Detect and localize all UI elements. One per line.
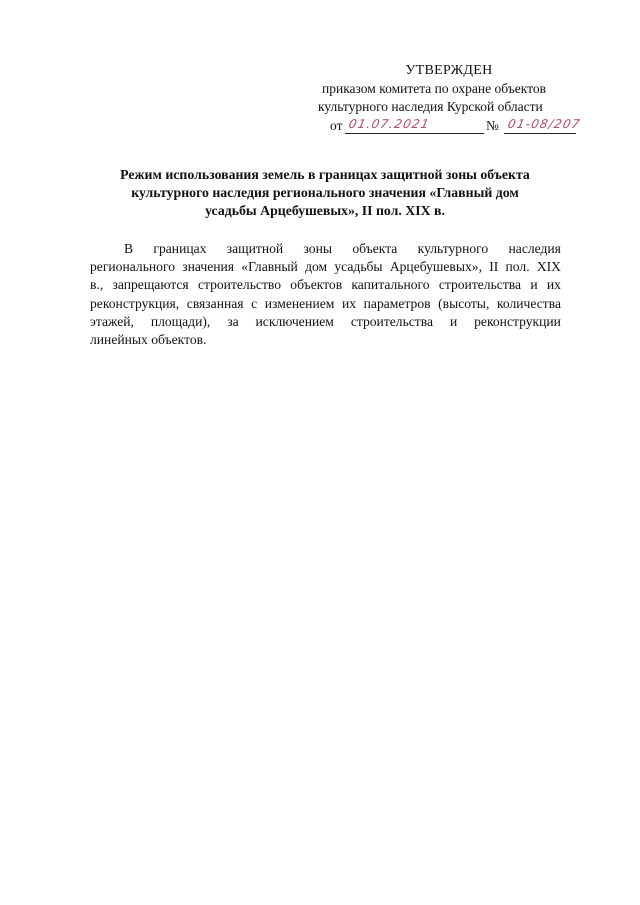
paragraph-word: строительства (350, 313, 434, 329)
paragraph-word: реконструкция, (90, 295, 180, 311)
paragraph-word: и (530, 277, 538, 293)
paragraph-word: количества (496, 295, 561, 311)
paragraph-line-6: линейных объектов. (90, 332, 207, 348)
paragraph-line-1 (90, 240, 561, 258)
paragraph-line-5 (90, 313, 561, 331)
paragraph-word: параметров (363, 295, 431, 311)
paragraph-word: запрещаются (112, 277, 189, 293)
number-prefix: № (486, 118, 499, 133)
paragraph-word: регионального (90, 259, 175, 275)
paragraph-word: Арцебушевых», (389, 259, 482, 275)
paragraph-word: с (251, 295, 258, 311)
paragraph-word: границах (153, 241, 207, 256)
paragraph-word: дом (305, 259, 328, 275)
handwritten-number: 01-08/207 (506, 117, 583, 131)
paragraph-word: строительства (438, 277, 522, 293)
paragraph-line-2 (90, 258, 561, 276)
paragraph-word: и (449, 313, 458, 329)
title-line-1: Режим использования земель в границах защитной зоны объекта (120, 167, 530, 182)
paragraph-word: II (489, 259, 499, 275)
title-line-3: усадьбы Арцебушевых», II пол. XIX в. (205, 203, 445, 218)
paragraph-line-3 (90, 276, 561, 294)
approval-line-2: культурного наследия Курской области (318, 99, 543, 114)
date-prefix: от (330, 118, 343, 133)
approval-block (318, 62, 588, 116)
paragraph-line-4 (90, 295, 561, 313)
paragraph-word: капитального (351, 277, 430, 293)
paragraph-word: реконструкции (474, 313, 561, 329)
paragraph-word: зоны (303, 241, 333, 256)
paragraph-word: за (227, 313, 239, 329)
date-field (345, 118, 484, 134)
paragraph-word: строительство (197, 277, 282, 293)
paragraph-word: наследия (508, 241, 561, 256)
document-title (100, 166, 550, 220)
paragraph-word: значения (182, 259, 235, 275)
approval-line-1: приказом комитета по охране объектов (322, 81, 546, 96)
paragraph-word: объектов (290, 277, 343, 293)
order-date-number-line (330, 116, 590, 136)
paragraph-word: усадьбы (334, 259, 383, 275)
approval-heading: УТВЕРЖДЕН (405, 63, 493, 78)
paragraph-word: (высоты, (438, 295, 490, 311)
paragraph-word: культурного (417, 241, 489, 256)
paragraph-word: их (341, 295, 357, 311)
paragraph-word: изменением (264, 295, 335, 311)
paragraph-word: связанная (186, 295, 244, 311)
paragraph-word: в., (90, 277, 104, 293)
paragraph-word: защитной (226, 241, 284, 256)
paragraph-word: В (124, 241, 134, 256)
title-line-2: культурного наследия регионального значения «Главный дом (131, 185, 519, 200)
paragraph-word: объекта (352, 241, 398, 256)
paragraph-word: исключением (255, 313, 334, 329)
paragraph-word: «Главный (241, 259, 298, 275)
paragraph-word: площади), (150, 313, 211, 329)
paragraph-word: пол. (505, 259, 530, 275)
paragraph-word: XIX (536, 259, 561, 275)
number-field (504, 117, 583, 134)
paragraph-word: этажей, (90, 313, 134, 329)
handwritten-date: 01.07.2021 (347, 117, 432, 131)
paragraph-word: их (546, 277, 561, 293)
body-paragraph (90, 240, 561, 349)
